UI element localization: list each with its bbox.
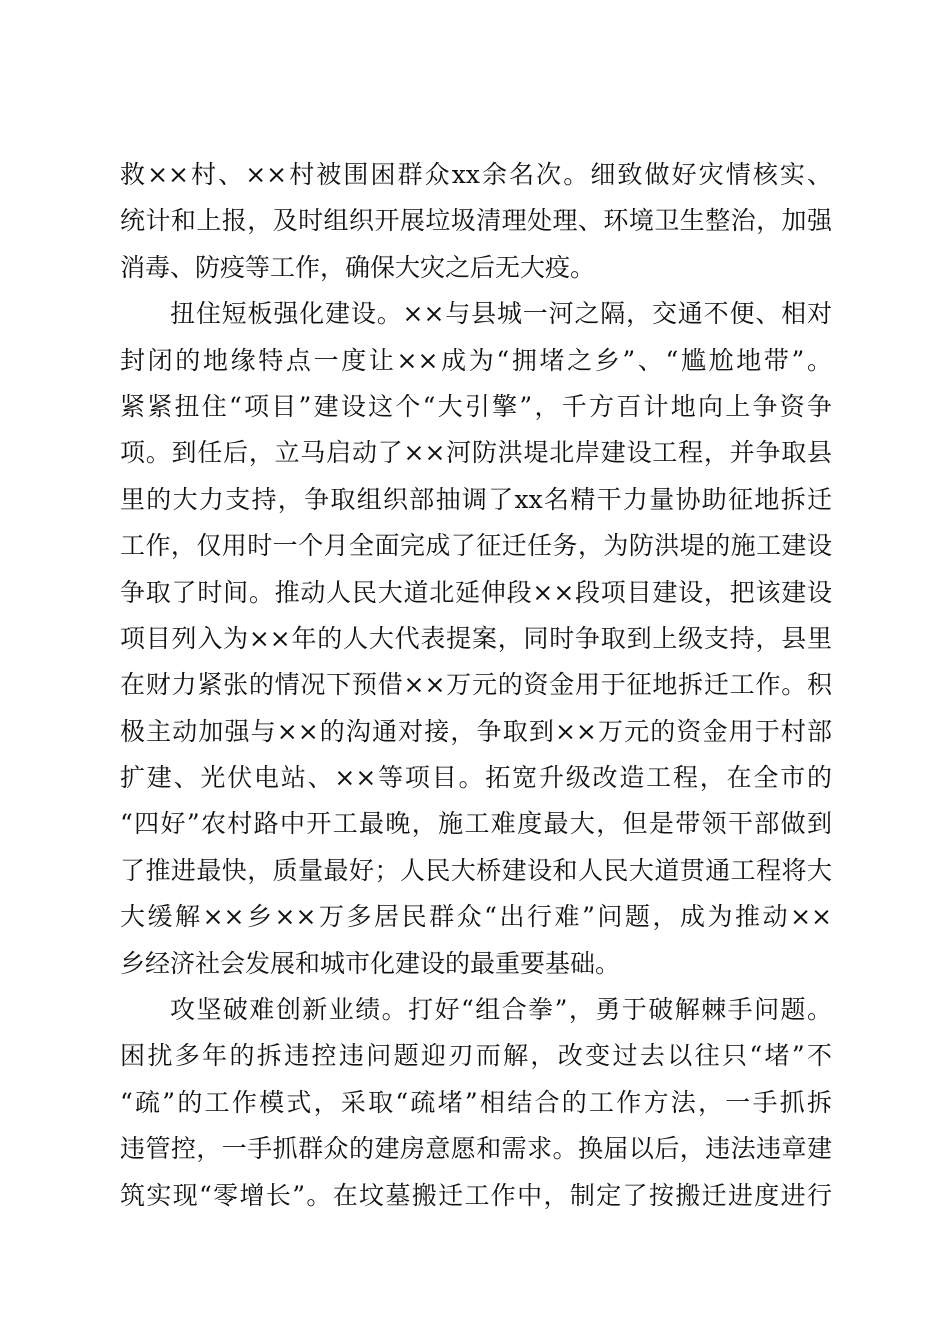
text-line-21: “疏”的工作模式，采取“疏堵”相结合的工作方法，一手抓拆 [120,1087,832,1117]
text-line-2: 统计和上报，及时组织开展垃圾清理处理、环境卫生整治，加强 [120,206,832,236]
text-line-1: 救××村、××村被围困群众xx余名次。细致做好灾情核实、 [120,160,832,189]
text-line-23: 筑实现“零增长”。在坟墓搬迁工作中，制定了按搬迁进度进行 [120,1180,832,1210]
text-line-16: 了推进最快，质量最好；人民大桥建设和人民大道贯通工程将大 [120,855,832,885]
text-line-20: 困扰多年的拆违控违问题迎刃而解，改变过去以往只“堵”不 [120,1041,832,1071]
body-text [120,152,832,1219]
text-line-19: 攻坚破难创新业绩。打好“组合拳”，勇于破解棘手问题。 [170,995,832,1025]
text-line-18: 乡经济社会发展和城市化建设的最重要基础。 [120,948,621,978]
text-line-11: 项目列入为××年的人大代表提案，同时争取到上级支持，县里 [120,623,832,653]
text-line-4: 扭住短板强化建设。××与县城一河之隔，交通不便、相对 [170,299,832,329]
text-line-13: 极主动加强与××的沟通对接，争取到××万元的资金用于村部 [120,716,832,746]
text-line-10: 争取了时间。推动人民大道北延伸段××段项目建设，把该建设 [120,577,832,607]
text-line-8: 里的大力支持，争取组织部抽调了xx名精干力量协助征地拆迁 [120,484,832,514]
text-line-3: 消毒、防疫等工作，确保大灾之后无大疫。 [120,252,596,282]
text-line-15: “四好”农村路中开工最晚，施工难度最大，但是带领干部做到 [120,809,832,839]
text-line-7: 项。到任后，立马启动了××河防洪堤北岸建设工程，并争取县 [120,438,832,468]
text-line-12: 在财力紧张的情况下预借××万元的资金用于征地拆迁工作。积 [120,670,832,700]
text-line-17: 大缓解××乡××万多居民群众“出行难”问题，成为推动×× [120,902,832,932]
text-line-22: 违管控，一手抓群众的建房意愿和需求。换届以后，违法违章建 [120,1134,832,1164]
text-line-6: 紧紧扭住“项目”建设这个“大引擎”，千方百计地向上争资争 [120,391,832,421]
text-line-9: 工作，仅用时一个月全面完成了征迁任务，为防洪堤的施工建设 [120,531,832,561]
text-line-5: 封闭的地缘特点一度让××成为“拥堵之乡”、“尴尬地带”。 [120,345,832,375]
text-line-14: 扩建、光伏电站、××等项目。拓宽升级改造工程，在全市的 [120,763,832,793]
